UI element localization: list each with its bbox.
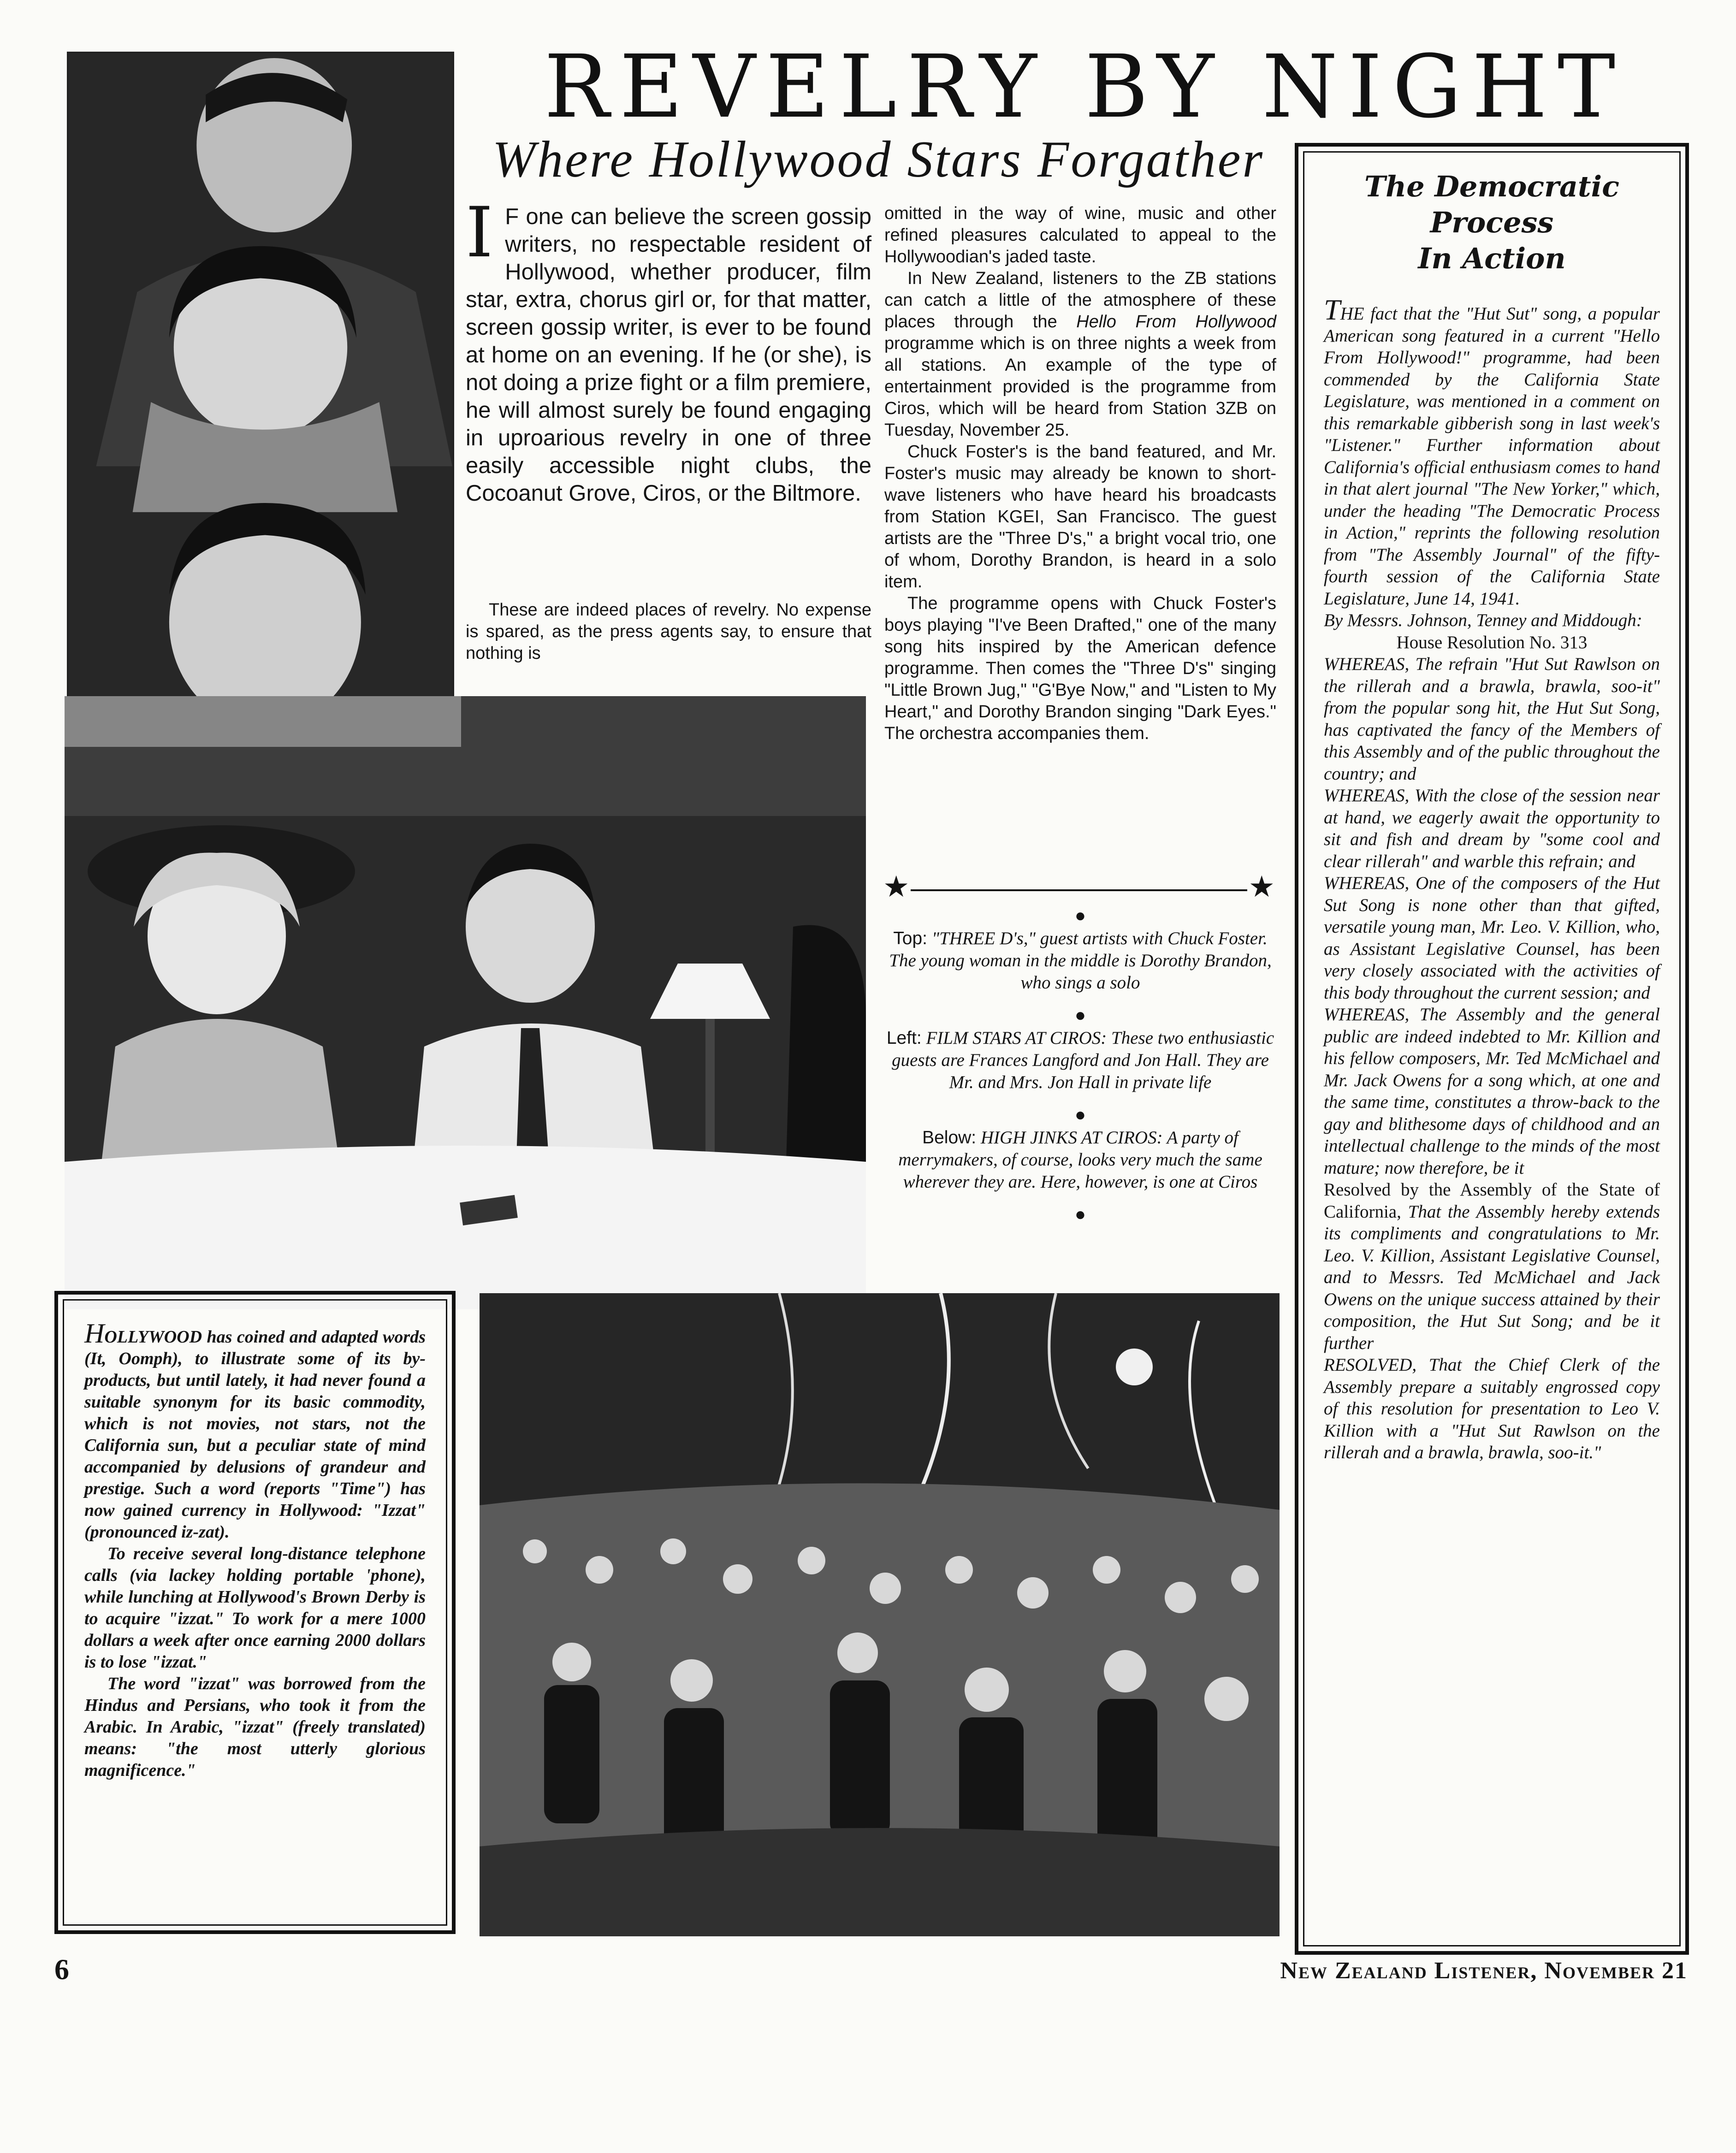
sidebar-intro: THE fact that the "Hut Sut" song, a popular American song featured in a current "Hello From Hollywood!" programme, had been commended by the California State Legislature, was mentioned in a comment on this remarkable gibberish song in last week's "Listener." Further information about California's official enthusiasm comes to hand in that alert journal "The New Yorker," which, under the heading "The Democratic Process in Action," reprints the following resolution from "The Assembly Journal" of the fifty-fourth session of the California State Legislature, June 14, 1941.: [1324, 293, 1660, 609]
headline: REVELRY BY NIGHT: [544, 36, 1626, 137]
whereas-3: WHEREAS, One of the composers of the Hut Sut Song is none other than that gifted, versatile young man, Mr. Leo. V. Killion, who, as Assistant Legislative Counsel, has been very closely associated with the activities of this body throughout the current session; and: [1324, 873, 1660, 1003]
photo-three-ds: [67, 52, 454, 775]
izzat-box: [54, 1291, 456, 1934]
izzat-para-3: The word "izzat" was borrowed from the Hindus and Persians, who took it from the Arabic. In Arabic, "izzat" (freely translated) means: "the most utterly glorious magnificence.": [84, 1674, 426, 1780]
bullet-icon: ●: [1074, 1204, 1086, 1224]
photo-high-jinks-ciros: [480, 1293, 1280, 1936]
programme-title: Hello From Hollywood: [1076, 312, 1276, 331]
resolution-number: House Resolution No. 313: [1396, 632, 1588, 652]
intro-paragraph: [466, 193, 871, 507]
caption-left: Left: FILM STARS AT CIROS: These two enthusiastic guests are Frances Langford and Jon Hall. They are Mr. and Mrs. Jon Hall in private life: [886, 1028, 1274, 1092]
whereas-2: WHEREAS, With the close of the session near at hand, we eagerly await the opportunity to sit and fish and dream by "some cool and clear rillerah" and warble this refrain; and: [1324, 786, 1660, 871]
bullet-icon: ●: [1074, 1104, 1086, 1125]
whereas-4: WHEREAS, The Assembly and the general public are indeed indebted to Mr. Killion and his fellow composers, Mr. Ted McMichael and Mr. Jack Owens for a song which, at one and the same time, constitutes a throw-back to the gay and blithesome days of childhood and an intellectual challenge to the minds of the most mature; now therefore, be it: [1324, 1005, 1660, 1178]
star-divider: [878, 870, 1280, 904]
resolved-1: Resolved by the Assembly of the State of California, That the Assembly hereby extends its compliments and congratulations to Mr. Leo. V. Killion, Assistant Legislative Counsel, and to Messrs. Ted McMichael and Jack Owens on the unique success attained by their composition, the Hut Sut Song; and be it further: [1324, 1180, 1660, 1353]
bullet-icon: ●: [1074, 905, 1086, 926]
sidebar-byline: By Messrs. Johnson, Tenney and Middough:: [1324, 610, 1642, 630]
para-programme: The programme opens with Chuck Foster's boys playing "I've Been Drafted," one of the many song hits inspired by the American defence programme. Then comes the "Three D's" singing "Little Brown Jug," "G'Bye Now," and "Listen to My Heart," and Dorothy Brandon singing "Dark Eyes." The orchestra accompanies them.: [884, 594, 1276, 743]
intro-text: F one can believe the screen gossip writers, no respectable resident of Hollywood, whether producer, film star, extra, chorus girl or, for that matter, screen gossip writer, is ever to be found at home on an evening. If he (or she), is not doing a prize fight or a film premiere, he will almost surely be found engaging in uproarious revelry in one of three easily accessible night clubs, the Cocoanut Grove, Ciros, or the Biltmore.: [466, 204, 871, 506]
izzat-para-1: HOLLYWOOD has coined and adapted words (It, Oomph), to illustrate some of its by-products, but until lately, it had never found a suitable synonym for its basic commodity, which is not movies, not stars, not the California sun, but a peculiar state of mind accompanied by delusions of grandeur and prestige. Such a word (reports "Time") has now gained currency in Hollywood: "Izzat" (pronounced iz-zat).: [84, 1318, 426, 1542]
sidebar-title: The Democratic Process In Action: [1364, 170, 1619, 275]
page-number: 6: [54, 1953, 69, 1986]
dropcap: I: [466, 193, 493, 273]
sidebar-democratic-process: [1295, 143, 1689, 1955]
caption-below: Below: HIGH JINKS AT CIROS: A party of merrymakers, of course, looks very much the same wherever they are. Here, however, is one at Ciros: [898, 1128, 1262, 1192]
article-column-2: [884, 203, 1276, 745]
bullet-icon: ●: [1074, 1005, 1086, 1025]
para-zb-stations: In New Zealand, listeners to the ZB stations can catch a little of the atmosphere of these places through the Hello From Hollywood programme which is on three nights a week from all stations. An example of the type of entertainment provided is the programme from Ciros, which will be heard from Station 3ZB on Tuesday, November 25.: [884, 269, 1276, 440]
resolved-2: RESOLVED, That the Chief Clerk of the Assembly prepare a suitably engrossed copy of this resolution for presentation to Leo V. Killion with a "Hut Sut Rawlson on the rillerah and a brawla, brawla, soo-it.": [1324, 1355, 1660, 1462]
intro-continuation: [466, 599, 871, 664]
para-revelry: These are indeed places of revelry. No expense is spared, as the press agents say, to ensure that nothing is: [466, 600, 871, 663]
photo-film-stars-ciros: [65, 696, 866, 1309]
izzat-para-2: To receive several long-distance telephone calls (via lackey holding portable 'phone), while lunching at Hollywood's Brown Derby is to acquire "izzat." To work for a mere 1000 dollars a week after once earning 2000 dollars is to lose "izzat.": [84, 1544, 426, 1672]
photo-captions: [884, 904, 1276, 1226]
caption-top: Top: "THREE D's," guest artists with Chuck Foster. The young woman in the middle is Dorothy Brandon, who sings a solo: [889, 929, 1272, 993]
publication-footer: New Zealand Listener, November 21: [1280, 1958, 1688, 1984]
star-icon: ★: [1248, 870, 1275, 903]
star-icon: ★: [883, 870, 910, 903]
para-chuck-foster: Chuck Foster's is the band featured, and Mr. Foster's music may already be known to short-wave listeners who have heard his broadcasts from Station KGEI, San Francisco. The guest artists are the "Three D's," a bright vocal trio, one of whom, Dorothy Brandon, is heard in a solo item.: [884, 442, 1276, 591]
para-omitted: omitted in the way of wine, music and other refined pleasures calculated to appeal to the Hollywoodian's jaded taste.: [884, 204, 1276, 266]
divider-line: [911, 889, 1247, 891]
sidebar-body: [1324, 295, 1660, 1464]
whereas-1: WHEREAS, The refrain "Hut Sut Rawlson on the rillerah and a brawla, brawla, soo-it" from the popular song hit, the Hut Sut Song, has captivated the fancy of the Members of this Assembly and of the public throughout the country; and: [1324, 654, 1660, 784]
subheadline: Where Hollywood Stars Forgather: [492, 131, 1265, 188]
